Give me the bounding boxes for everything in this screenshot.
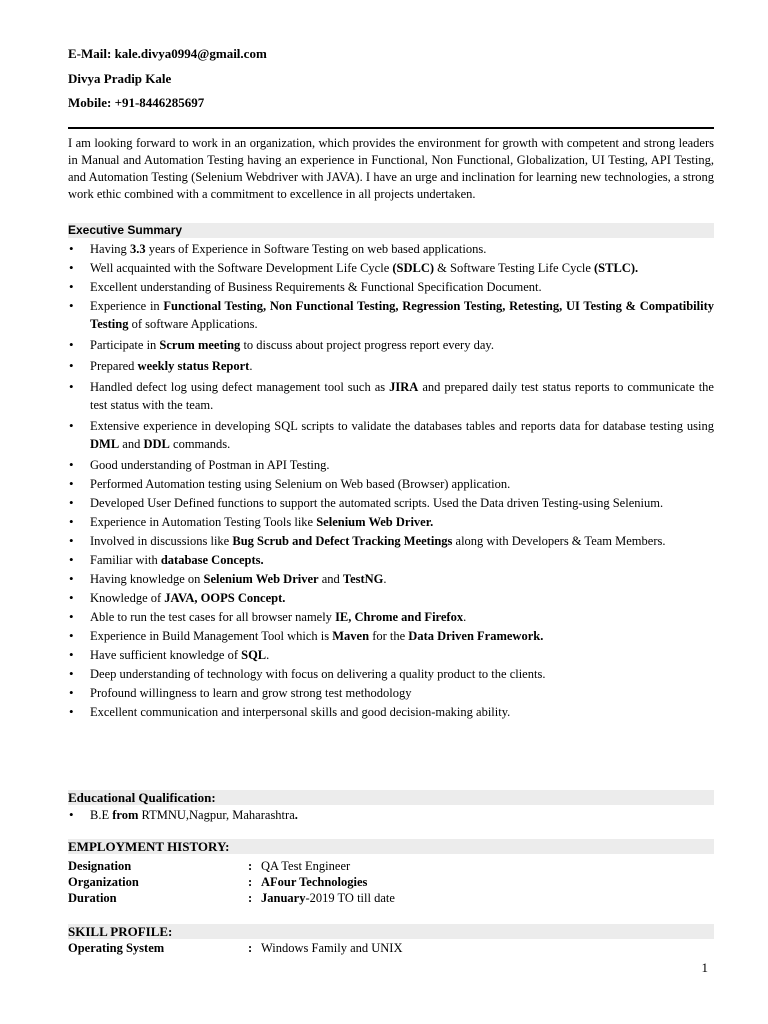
text-segment: Excellent communication and interpersonal skills and good decision-making ability. (90, 705, 511, 719)
bold-text: IE, Chrome and Firefox (335, 610, 464, 624)
bold-text: TestNG (342, 572, 384, 586)
text-segment: along with Developers & Team Members. (452, 534, 666, 548)
bullet-item (68, 475, 714, 493)
bullet-item (68, 703, 714, 721)
bullet-item (68, 417, 714, 453)
bold-text: (STLC). (594, 261, 639, 275)
text-segment: Windows Family and UNIX (261, 941, 403, 955)
page-number: 1 (701, 960, 708, 975)
text-segment: & Software Testing Life Cycle (434, 261, 595, 275)
bullet-item (68, 336, 714, 354)
bullet-item (68, 357, 714, 375)
text-segment: Have sufficient knowledge of (90, 648, 242, 662)
bullet-item (68, 608, 714, 626)
education-heading: Educational Qualification: (68, 790, 714, 805)
text-segment: years of Experience in Software Testing on web based applications. (145, 242, 487, 256)
text-segment: Developed User Defined functions to support the automated scripts. Used the Data driven Testing-using Selenium. (90, 496, 664, 510)
bullet-item (68, 570, 714, 588)
bold-text: from (109, 808, 142, 822)
row-label: Designation (68, 859, 132, 873)
text-segment: and (318, 572, 343, 586)
bold-text: Selenium Web Driver. (316, 515, 434, 529)
bold-text: Bug Scrub and Defect Tracking Meetings (232, 534, 453, 548)
bold-text: AFour Technologies (261, 875, 368, 889)
bold-text: DML (90, 437, 120, 451)
text-segment: to discuss about project progress report every day. (240, 338, 494, 352)
bullet-item (68, 627, 714, 645)
row-label: Organization (68, 875, 139, 889)
bold-text: 3.3 (129, 242, 146, 256)
bullet-item (68, 551, 714, 569)
bold-text: Maven (332, 629, 370, 643)
text-segment: Experience in Automation Testing Tools like (90, 515, 317, 529)
text-segment: . (463, 610, 467, 624)
info-row (68, 858, 714, 874)
row-colon: : (248, 859, 253, 873)
text-segment: Able to run the test cases for all browser namely (90, 610, 336, 624)
row-colon: : (248, 891, 253, 905)
text-segment: Well acquainted with the Software Development Life Cycle (90, 261, 393, 275)
bold-text: Data Driven Framework. (408, 629, 544, 643)
bold-text: JAVA, OOPS Concept. (164, 591, 286, 605)
bullet-item (68, 259, 714, 277)
bold-text: (SDLC) (392, 261, 435, 275)
executive-summary-heading: Executive Summary (68, 223, 714, 238)
text-segment: RTMNU,Nagpur, Maharashtra (141, 808, 295, 822)
bold-text: DDL (143, 437, 170, 451)
text-segment: Handled defect log using defect management tool such as (90, 380, 390, 394)
bullet-item (68, 806, 714, 824)
bold-text: Scrum meeting (159, 338, 241, 352)
text-segment: . (383, 572, 387, 586)
bullet-item (68, 513, 714, 531)
text-segment: Having (90, 242, 130, 256)
text-segment: Involved in discussions like (90, 534, 233, 548)
text-segment: Deep understanding of technology with focus on delivering a quality product to the clients. (90, 667, 546, 681)
text-segment: B.E (90, 808, 110, 822)
candidate-name: Divya Pradip Kale (68, 71, 172, 86)
text-segment: of software Applications. (128, 317, 258, 331)
text-segment: Experience in (90, 299, 164, 313)
row-value (261, 890, 395, 906)
text-segment: for the (369, 629, 409, 643)
bullet-item (68, 278, 714, 296)
text-segment: Familiar with (90, 553, 161, 567)
text-segment: Prepared (90, 359, 138, 373)
text-segment: Profound willingness to learn and grow strong test methodology (90, 686, 412, 700)
text-segment: and prepared daily test status reports to communicate the test status with the team. (90, 380, 714, 412)
bullet-item (68, 684, 714, 702)
text-segment: QA Test Engineer (261, 859, 351, 873)
bold-text: database Concepts. (160, 553, 264, 567)
text-segment: . (249, 359, 253, 373)
bullet-item (68, 456, 714, 474)
executive-summary-list (68, 240, 714, 722)
row-value (261, 874, 367, 890)
objective-paragraph: I am looking forward to work in an organization, which provides the environment for growth with competent and strong leaders in Manual and Automation Testing having an experience in Functional, Non Functional, Globalization, UI Testing, API Testing, and Automation Testing (Selenium Webdriver with JAVA). I have an urge and inclination for learning new technologies, a strong work ethic combined with a commitment to excellence in all projects undertaken. (68, 136, 714, 201)
bold-text: January (261, 891, 306, 905)
bold-text: weekly status Report (137, 359, 250, 373)
row-value (261, 940, 403, 956)
info-row (68, 874, 714, 890)
email-line: E-Mail: kale.divya0994@gmail.com (68, 46, 267, 61)
row-label: Duration (68, 891, 117, 905)
row-colon: : (248, 941, 253, 955)
info-row (68, 890, 714, 906)
text-segment: Excellent understanding of Business Requirements & Functional Specification Document. (90, 280, 542, 294)
bullet-item (68, 665, 714, 683)
bullet-item (68, 494, 714, 512)
mobile-line: Mobile: +91-8446285697 (68, 95, 205, 110)
bold-text: SQL (241, 648, 267, 662)
text-segment: Knowledge of (90, 591, 165, 605)
bold-text: Functional Testing, Non Functional Testing, Regression Testing, Retesting, UI Testing & Compatibility Testing (90, 299, 715, 331)
employment-heading: EMPLOYMENT HISTORY: (68, 839, 714, 854)
bullet-item (68, 589, 714, 607)
text-segment: and (119, 437, 144, 451)
bullet-item (68, 532, 714, 550)
skill-profile-heading: SKILL PROFILE: (68, 924, 714, 939)
row-value (261, 858, 350, 874)
text-segment: Experience in Build Management Tool which is (90, 629, 333, 643)
header-divider (68, 127, 714, 129)
bold-text: . (294, 808, 298, 822)
text-segment: Participate in (90, 338, 160, 352)
text-segment: Good understanding of Postman in API Testing. (90, 458, 330, 472)
text-segment: -2019 TO till date (305, 891, 395, 905)
text-segment: . (266, 648, 270, 662)
text-segment: Having knowledge on (90, 572, 204, 586)
text-segment: Extensive experience in developing SQL scripts to validate the databases tables and reports data for database testing using (90, 419, 714, 433)
text-segment: Performed Automation testing using Selenium on Web based (Browser) application. (90, 477, 511, 491)
row-label: Operating System (68, 941, 165, 955)
bullet-item (68, 378, 714, 414)
bold-text: JIRA (389, 380, 419, 394)
bold-text: Selenium Web Driver (203, 572, 319, 586)
bullet-item (68, 297, 714, 333)
row-colon: : (248, 875, 253, 889)
info-row (68, 940, 714, 956)
bullet-item (68, 646, 714, 664)
text-segment: commands. (169, 437, 231, 451)
education-list (68, 806, 714, 825)
bullet-item (68, 240, 714, 258)
